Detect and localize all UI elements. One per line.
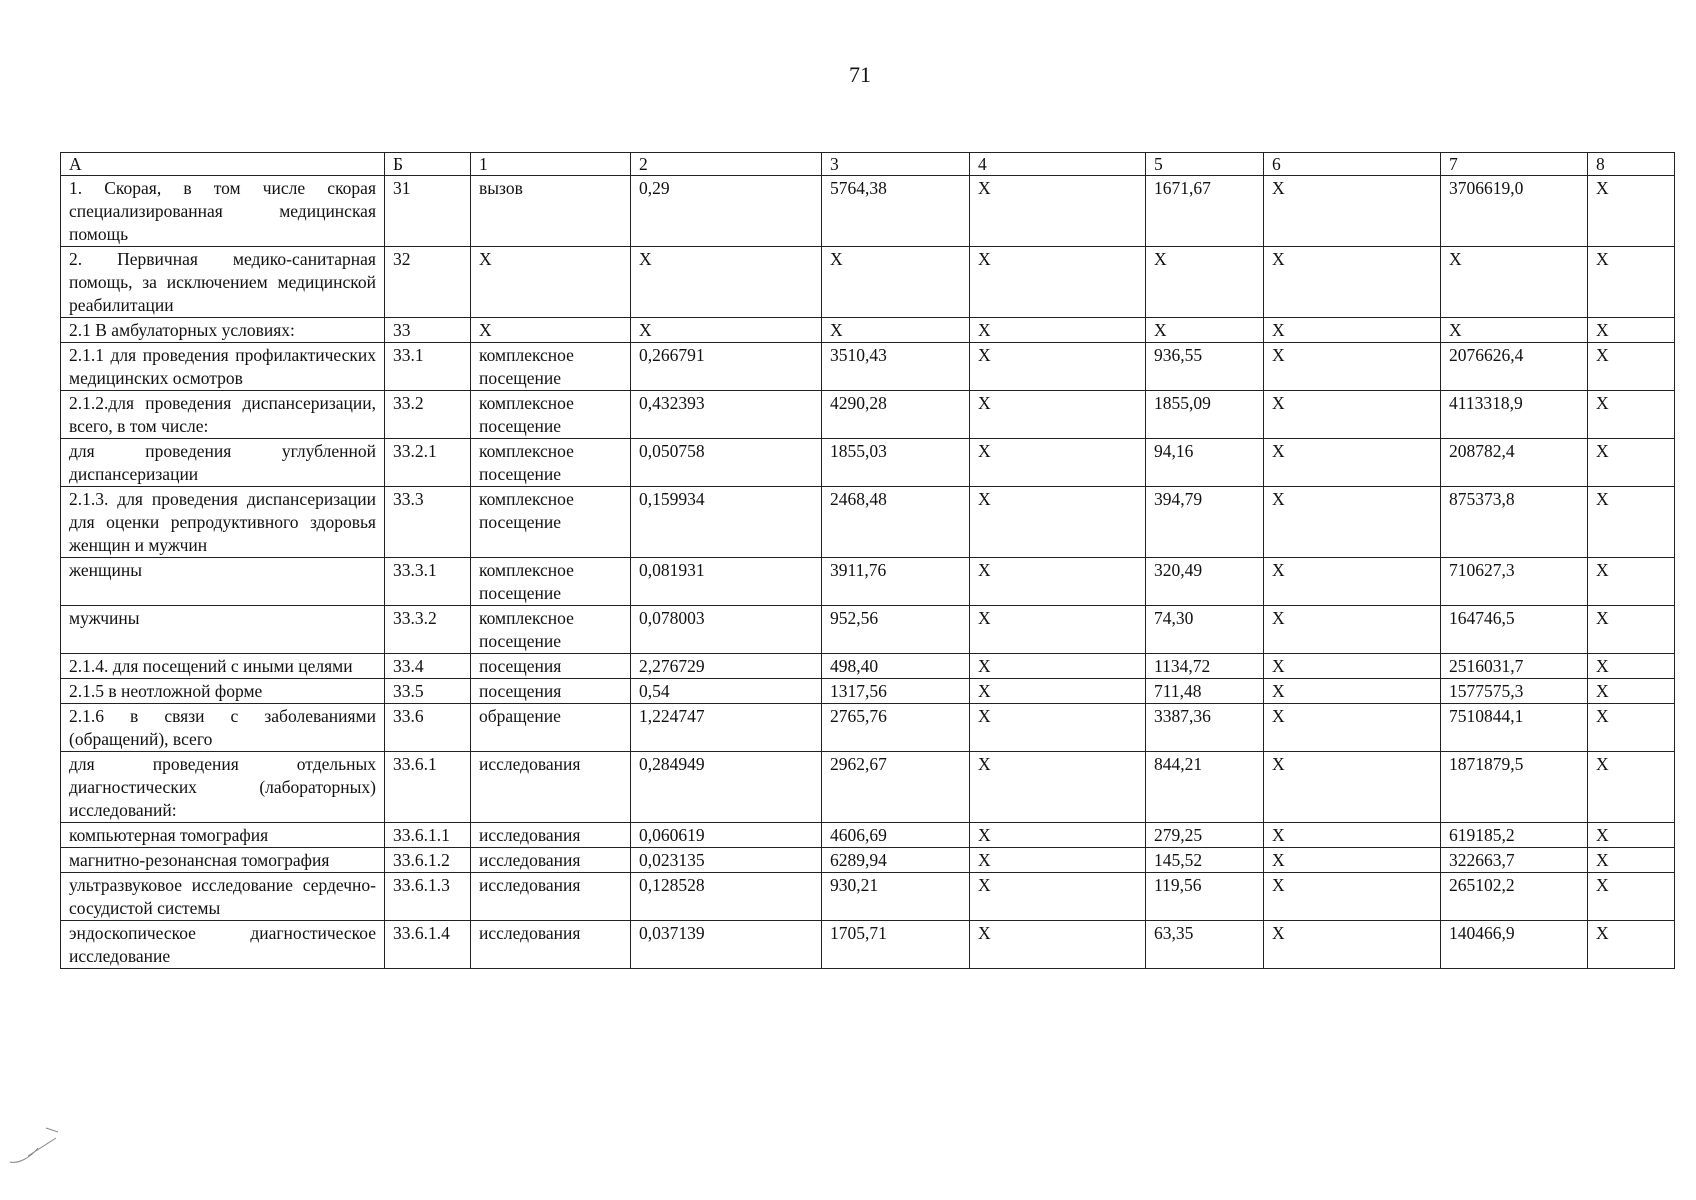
row-name-cell: эндоскопическое диагностическое исследование: [61, 921, 385, 969]
table-cell: Х: [1264, 823, 1441, 848]
table-cell: Х: [1588, 318, 1675, 343]
table-cell: 0,432393: [631, 391, 822, 439]
header-cell: 4: [970, 153, 1146, 176]
table-cell: 0,284949: [631, 752, 822, 823]
table-cell: 0,29: [631, 176, 822, 247]
table-cell: 0,023135: [631, 848, 822, 873]
table-cell: комплексное посещение: [471, 343, 631, 391]
table-cell: 0,078003: [631, 606, 822, 654]
scan-pen-mark: [8, 1118, 68, 1168]
table-cell: 2,276729: [631, 654, 822, 679]
table-cell: исследования: [471, 873, 631, 921]
table-cell: 3387,36: [1146, 704, 1264, 752]
table-cell: Х: [1264, 873, 1441, 921]
table-cell: 208782,4: [1441, 439, 1588, 487]
table-body: [61, 153, 1675, 969]
table-cell: вызов: [471, 176, 631, 247]
table-cell: исследования: [471, 823, 631, 848]
table-row: [61, 752, 1675, 823]
table-cell: Х: [631, 247, 822, 318]
table-cell: 33.4: [385, 654, 471, 679]
table-cell: 711,48: [1146, 679, 1264, 704]
table-cell: 0,060619: [631, 823, 822, 848]
table-cell: Х: [1264, 391, 1441, 439]
table-cell: 140466,9: [1441, 921, 1588, 969]
header-cell: 6: [1264, 153, 1441, 176]
header-cell: 3: [822, 153, 970, 176]
table-cell: 1577575,3: [1441, 679, 1588, 704]
table-cell: исследования: [471, 921, 631, 969]
table-row: [61, 873, 1675, 921]
table-cell: 63,35: [1146, 921, 1264, 969]
table-cell: 619185,2: [1441, 823, 1588, 848]
table-cell: комплексное посещение: [471, 558, 631, 606]
table-cell: 265102,2: [1441, 873, 1588, 921]
table-cell: 7510844,1: [1441, 704, 1588, 752]
table-cell: 936,55: [1146, 343, 1264, 391]
table-cell: 875373,8: [1441, 487, 1588, 558]
header-cell: 5: [1146, 153, 1264, 176]
table-cell: Х: [970, 439, 1146, 487]
row-name-cell: ультразвуковое исследование сердечно-сосудистой системы: [61, 873, 385, 921]
table-row: [61, 343, 1675, 391]
data-table: [60, 152, 1675, 969]
table-cell: 1134,72: [1146, 654, 1264, 679]
table-cell: Х: [1264, 487, 1441, 558]
table-cell: 4113318,9: [1441, 391, 1588, 439]
table-cell: Х: [1264, 848, 1441, 873]
table-cell: Х: [1588, 752, 1675, 823]
table-cell: Х: [970, 921, 1146, 969]
table-cell: Х: [822, 318, 970, 343]
table-cell: 0,159934: [631, 487, 822, 558]
table-cell: Х: [1588, 654, 1675, 679]
table-cell: 1855,03: [822, 439, 970, 487]
table-cell: Х: [970, 752, 1146, 823]
table-cell: Х: [1264, 318, 1441, 343]
table-row: [61, 391, 1675, 439]
table-cell: Х: [970, 247, 1146, 318]
row-name-cell: 1. Скорая, в том числе скорая специализированная медицинская помощь: [61, 176, 385, 247]
table-row: [61, 318, 1675, 343]
table-cell: 1,224747: [631, 704, 822, 752]
row-name-cell: 2.1.2.для проведения диспансеризации, всего, в том числе:: [61, 391, 385, 439]
table-cell: 33.5: [385, 679, 471, 704]
table-cell: 33.3: [385, 487, 471, 558]
table-cell: Х: [1264, 247, 1441, 318]
table-cell: Х: [471, 247, 631, 318]
table-cell: 33.6.1.1: [385, 823, 471, 848]
table-row: [61, 176, 1675, 247]
header-cell: 2: [631, 153, 822, 176]
table-cell: Х: [970, 679, 1146, 704]
table-cell: Х: [1588, 343, 1675, 391]
table-cell: Х: [1588, 704, 1675, 752]
header-cell: Б: [385, 153, 471, 176]
table-cell: 1705,71: [822, 921, 970, 969]
table-cell: 33.3.1: [385, 558, 471, 606]
table-cell: Х: [1264, 654, 1441, 679]
table-cell: Х: [970, 487, 1146, 558]
header-cell: А: [61, 153, 385, 176]
table-cell: 5764,38: [822, 176, 970, 247]
table-cell: Х: [1146, 247, 1264, 318]
table-cell: комплексное посещение: [471, 606, 631, 654]
row-name-cell: для проведения углубленной диспансеризации: [61, 439, 385, 487]
table-cell: 74,30: [1146, 606, 1264, 654]
table-row: [61, 848, 1675, 873]
table-cell: Х: [1588, 247, 1675, 318]
table-cell: Х: [1588, 823, 1675, 848]
table-cell: Х: [1588, 176, 1675, 247]
table-cell: 2076626,4: [1441, 343, 1588, 391]
table-cell: Х: [970, 318, 1146, 343]
table-row: [61, 487, 1675, 558]
table-row: [61, 439, 1675, 487]
table-row: [61, 679, 1675, 704]
table-cell: 31: [385, 176, 471, 247]
table-cell: Х: [1588, 558, 1675, 606]
table-cell: 33.6: [385, 704, 471, 752]
table-cell: 498,40: [822, 654, 970, 679]
table-cell: 844,21: [1146, 752, 1264, 823]
table-cell: 3510,43: [822, 343, 970, 391]
header-cell: 7: [1441, 153, 1588, 176]
row-name-cell: 2.1.1 для проведения профилактических медицинских осмотров: [61, 343, 385, 391]
table-cell: Х: [1264, 679, 1441, 704]
table-cell: Х: [970, 848, 1146, 873]
table-cell: 33.6.1.2: [385, 848, 471, 873]
table-cell: 1317,56: [822, 679, 970, 704]
table-cell: Х: [1588, 921, 1675, 969]
table-cell: Х: [631, 318, 822, 343]
row-name-cell: 2.1.6 в связи с заболеваниями (обращений), всего: [61, 704, 385, 752]
table-row: [61, 247, 1675, 318]
table-row: [61, 823, 1675, 848]
table-cell: 2516031,7: [1441, 654, 1588, 679]
table-cell: 2765,76: [822, 704, 970, 752]
header-row: [61, 153, 1675, 176]
table-cell: Х: [1588, 848, 1675, 873]
table-cell: 0,266791: [631, 343, 822, 391]
table-cell: посещения: [471, 679, 631, 704]
table-row: [61, 704, 1675, 752]
table-cell: посещения: [471, 654, 631, 679]
table-cell: 119,56: [1146, 873, 1264, 921]
table-cell: Х: [1441, 247, 1588, 318]
header-cell: 8: [1588, 153, 1675, 176]
table-cell: 4290,28: [822, 391, 970, 439]
table-cell: 952,56: [822, 606, 970, 654]
table-cell: Х: [1146, 318, 1264, 343]
table-cell: Х: [1588, 391, 1675, 439]
table-cell: 1871879,5: [1441, 752, 1588, 823]
table-cell: 394,79: [1146, 487, 1264, 558]
table-cell: Х: [970, 704, 1146, 752]
table-cell: Х: [1588, 873, 1675, 921]
table-cell: 1671,67: [1146, 176, 1264, 247]
table-cell: 930,21: [822, 873, 970, 921]
table-cell: Х: [822, 247, 970, 318]
table-cell: 33.6.1.3: [385, 873, 471, 921]
table-cell: 320,49: [1146, 558, 1264, 606]
table-cell: 32: [385, 247, 471, 318]
row-name-cell: для проведения отдельных диагностических (лабораторных) исследований:: [61, 752, 385, 823]
table-cell: обращение: [471, 704, 631, 752]
row-name-cell: магнитно-резонансная томография: [61, 848, 385, 873]
row-name-cell: женщины: [61, 558, 385, 606]
table-cell: 0,54: [631, 679, 822, 704]
table-cell: Х: [1264, 343, 1441, 391]
row-name-cell: 2.1.5 в неотложной форме: [61, 679, 385, 704]
table-cell: 33.2: [385, 391, 471, 439]
table-cell: 1855,09: [1146, 391, 1264, 439]
table-cell: 3706619,0: [1441, 176, 1588, 247]
table-cell: 0,128528: [631, 873, 822, 921]
table-cell: Х: [1264, 439, 1441, 487]
table-row: [61, 558, 1675, 606]
row-name-cell: 2.1.4. для посещений с иными целями: [61, 654, 385, 679]
table-cell: 33.1: [385, 343, 471, 391]
table-cell: 33.6.1.4: [385, 921, 471, 969]
table-cell: 33.3.2: [385, 606, 471, 654]
table-cell: Х: [1588, 606, 1675, 654]
table-cell: комплексное посещение: [471, 391, 631, 439]
table-cell: комплексное посещение: [471, 439, 631, 487]
table-cell: 6289,94: [822, 848, 970, 873]
table-cell: Х: [1264, 921, 1441, 969]
table-cell: Х: [1264, 558, 1441, 606]
table-cell: исследования: [471, 752, 631, 823]
table-row: [61, 921, 1675, 969]
table-cell: комплексное посещение: [471, 487, 631, 558]
table-cell: 322663,7: [1441, 848, 1588, 873]
table-cell: 94,16: [1146, 439, 1264, 487]
table-cell: Х: [1588, 487, 1675, 558]
table-cell: Х: [970, 823, 1146, 848]
table-cell: Х: [970, 873, 1146, 921]
row-name-cell: 2.1 В амбулаторных условиях:: [61, 318, 385, 343]
header-cell: 1: [471, 153, 631, 176]
table-cell: Х: [970, 558, 1146, 606]
table-cell: Х: [970, 606, 1146, 654]
table-row: [61, 654, 1675, 679]
table-cell: Х: [1588, 439, 1675, 487]
table-cell: Х: [1264, 606, 1441, 654]
table-cell: 33.2.1: [385, 439, 471, 487]
table-cell: Х: [1264, 752, 1441, 823]
table-cell: 164746,5: [1441, 606, 1588, 654]
table-cell: 33.6.1: [385, 752, 471, 823]
row-name-cell: 2.1.3. для проведения диспансеризации для оценки репродуктивного здоровья женщин и мужчин: [61, 487, 385, 558]
table-cell: Х: [471, 318, 631, 343]
row-name-cell: мужчины: [61, 606, 385, 654]
table-cell: 2468,48: [822, 487, 970, 558]
table-cell: Х: [970, 343, 1146, 391]
page-number: 71: [849, 62, 871, 87]
table-cell: Х: [1441, 318, 1588, 343]
table-cell: 145,52: [1146, 848, 1264, 873]
table-cell: Х: [970, 391, 1146, 439]
table-cell: 33: [385, 318, 471, 343]
table-cell: 0,050758: [631, 439, 822, 487]
table-cell: 2962,67: [822, 752, 970, 823]
table-cell: 3911,76: [822, 558, 970, 606]
table-cell: Х: [1588, 679, 1675, 704]
table-cell: 710627,3: [1441, 558, 1588, 606]
row-name-cell: компьютерная томография: [61, 823, 385, 848]
table-cell: Х: [970, 176, 1146, 247]
table-cell: Х: [970, 654, 1146, 679]
row-name-cell: 2. Первичная медико-санитарная помощь, за исключением медицинской реабилитации: [61, 247, 385, 318]
table-cell: 0,037139: [631, 921, 822, 969]
table-row: [61, 606, 1675, 654]
table-cell: исследования: [471, 848, 631, 873]
table-cell: 279,25: [1146, 823, 1264, 848]
table-cell: Х: [1264, 176, 1441, 247]
table-cell: 0,081931: [631, 558, 822, 606]
table-cell: Х: [1264, 704, 1441, 752]
table-cell: 4606,69: [822, 823, 970, 848]
